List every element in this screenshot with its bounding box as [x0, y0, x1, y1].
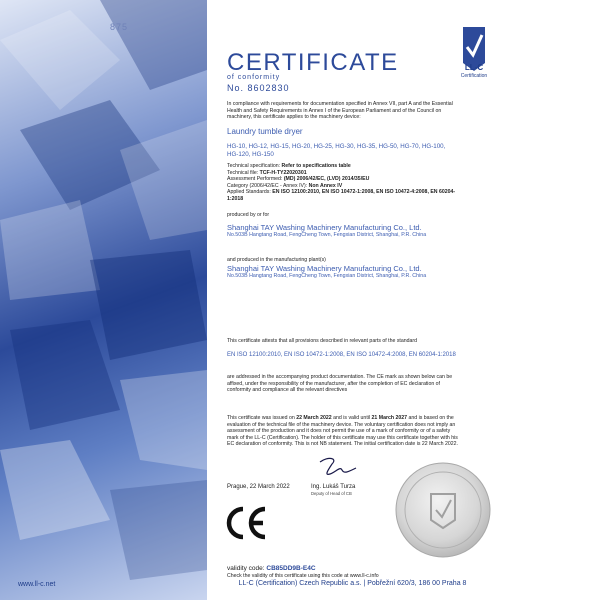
- validity-code-line: [227, 565, 316, 572]
- crystal-pattern: [0, 0, 207, 600]
- signer-name: Ing. Lukáš Turza: [311, 484, 356, 490]
- manufacturer-address: No.503B Hangtang Road, FengCheng Town, Fengxian District, Shanghai, P.R. China: [227, 232, 427, 238]
- tech-spec-value: Refer to specifications table: [281, 163, 351, 169]
- product-models: HG-10, HG-12, HG-15, HG-20, HG-25, HG-30, HG-35, HG-50, HG-70, HG-100, HG-120, HG-150: [227, 143, 446, 158]
- standards-list: EN ISO 12100:2010, EN ISO 10472-1:2008, EN ISO 10472-4:2008, EN 60204-1:2018: [227, 352, 456, 358]
- documentation-text: are addressed in the accompanying product documentation. The CE mark as shown below can be affixed, under the responsibility of the manufacturer, after the completion of EC declaration of conformity and compliance all the relevant directives: [227, 374, 453, 393]
- tech-file-label: Technical file:: [227, 169, 259, 176]
- valid-until-date: 21 March 2027: [371, 415, 408, 421]
- certificate-subtitle: of conformity: [227, 74, 281, 81]
- ce-mark-icon: [225, 505, 269, 541]
- category-label: Category (2006/42/EC - Annex IV):: [227, 182, 308, 189]
- validity-label: validity code:: [227, 565, 265, 572]
- intro-text: In compliance with requirements for documentation specified in Annex VII, part A and the Essential Health and Safety Requirements in Annex I of the European Parliament and of the Council on machinery, this certificate applies to the machinery device:: [227, 101, 453, 120]
- certificate-number: No. 8602830: [227, 83, 290, 93]
- plant-label: and produced in the manufacturing plant(s): [227, 257, 326, 263]
- place-date: Prague, 22 March 2022: [227, 484, 290, 490]
- standards-label: Applied Standards:: [227, 189, 271, 195]
- standards-value: EN ISO 12100:2010, EN ISO 10472-1:2008, EN ISO 10472-4:2008, EN 60204-1:2018: [227, 189, 456, 202]
- logo-name: LL-C: [464, 63, 484, 72]
- assessment-value: (MD) 2006/42/EC, (LVD) 2014/35/EU: [283, 176, 370, 182]
- produced-by-label: produced by or for: [227, 212, 270, 218]
- validity-code: CB85DD9B-E4C: [266, 565, 316, 572]
- serial-watermark: 875: [110, 22, 129, 32]
- check-validity-text: Check the validity of this certificate using this code at www.ll-c.info: [227, 573, 379, 579]
- category-value: Non Annex IV: [308, 182, 343, 189]
- plant-name: Shanghai TAY Washing Machinery Manufacturing Co., Ltd.: [227, 264, 422, 273]
- band-website: www.ll-c.net: [18, 581, 56, 588]
- organization-footer: LL-C (Certification) Czech Republic a.s. | Pobřežní 620/3, 186 00 Praha 8: [238, 580, 467, 587]
- issued-date: 22 March 2022: [296, 415, 332, 421]
- decorative-band: [0, 0, 207, 600]
- certificate-title: CERTIFICATE: [227, 49, 399, 76]
- signer-role: Deputy of Head of CB: [311, 491, 352, 496]
- assessment-label: Assessment Performed:: [227, 176, 283, 182]
- valid-until-text: and is valid until: [333, 415, 371, 421]
- product-name: Laundry tumble dryer: [227, 127, 303, 136]
- attest-text: This certificate attests that all provisions described in relevant parts of the standard: [227, 338, 418, 344]
- validity-rest: and is based on the evaluation of the technical file of the machinery device. The voluntary certification does not imply an assessment of the production and it does not permit the use of a mark of conformity or of a safety mark of the LL-C (Certification). The holder of this certificate may use this certificate together with his EC declaration of conformity. This is not NB statement. The initial certification date is 22 March 2022.: [227, 415, 458, 447]
- embossed-seal-icon: [393, 460, 493, 560]
- validity-paragraph: [227, 415, 462, 448]
- plant-address: No.503B Hangtang Road, FengCheng Town, Fengxian District, Shanghai, P.R. China: [227, 273, 427, 279]
- tech-details: [227, 163, 462, 202]
- logo-subtitle: Certification: [460, 73, 488, 79]
- tech-file-value: TCF-H-TY22020301: [259, 169, 307, 176]
- signature-image: [318, 454, 358, 482]
- manufacturer-name: Shanghai TAY Washing Machinery Manufacturing Co., Ltd.: [227, 223, 422, 232]
- issued-prefix: This certificate was issued on: [227, 415, 295, 421]
- tech-spec-label: Technical specification:: [227, 163, 281, 169]
